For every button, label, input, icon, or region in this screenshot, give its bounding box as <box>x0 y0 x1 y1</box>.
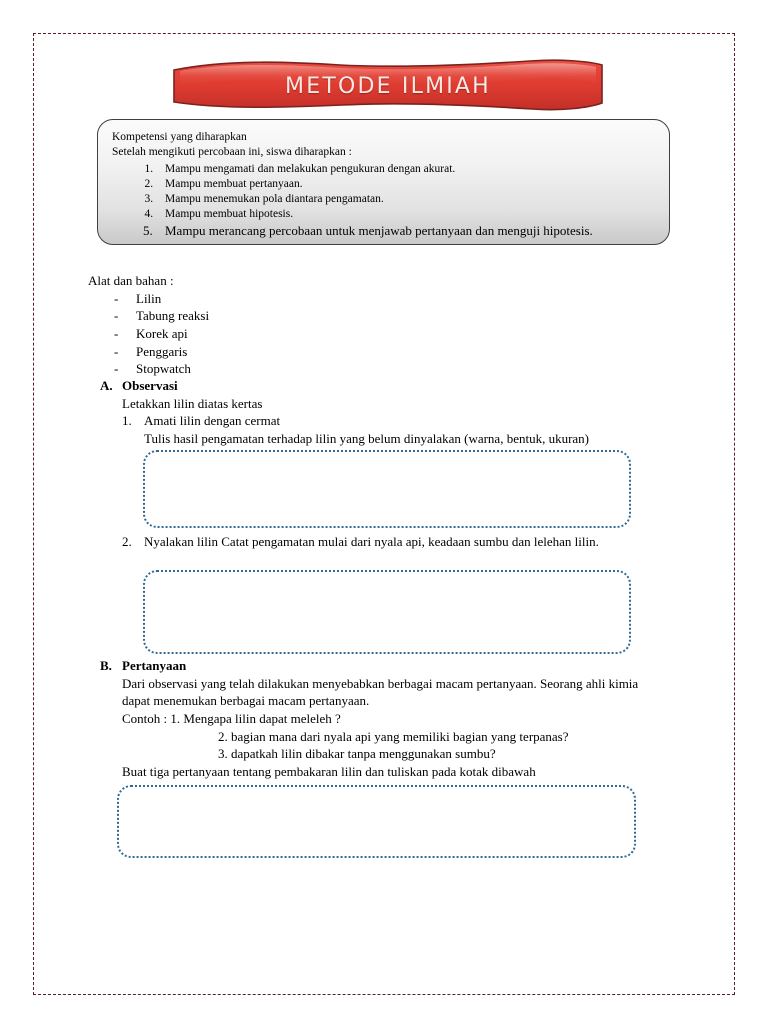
section-b-instruction: Buat tiga pertanyaan tentang pembakaran lilin dan tuliskan pada kotak dibawah <box>122 764 536 780</box>
section-a-title: Observasi <box>122 378 178 393</box>
answer-box-observasi-2[interactable] <box>143 570 631 654</box>
materials-item: - Tabung reaksi <box>88 307 488 325</box>
materials-item: - Korek api <box>88 325 488 343</box>
materials-item: - Penggaris <box>88 343 488 361</box>
section-b-example-2: 2. bagian mana dari nyala api yang memiliki bagian yang terpanas? <box>218 728 569 744</box>
section-observasi <box>100 377 660 448</box>
materials-item: - Stopwatch <box>88 360 488 378</box>
answer-box-observasi-1[interactable] <box>143 450 631 528</box>
observasi-step-1 <box>100 412 660 447</box>
section-b-example-label: Contoh : <box>122 711 168 727</box>
section-b-example-line-1 <box>100 710 665 728</box>
materials-section <box>88 272 488 378</box>
observasi-step-2 <box>100 533 660 551</box>
competency-item: 2. Mampu membuat pertanyaan. <box>156 177 655 192</box>
competency-item: 5. Mampu merancang percobaan untuk menjawab pertanyaan dan menguji hipotesis. <box>156 223 655 239</box>
observasi-step-2-block <box>100 533 660 551</box>
observasi-step-1-number: 1. <box>122 413 132 429</box>
observasi-step-2-detail: Catat pengamatan mulai dari nyala api, keadaan sumbu dan lelehan lilin. <box>221 534 599 549</box>
banner-ribbon-shape <box>170 56 606 114</box>
title-banner <box>170 56 606 114</box>
section-b-paragraph: Dari observasi yang telah dilakukan menyebabkan berbagai macam pertanyaan. Seorang ahli kimia dapat menemukan berbagai macam pertanyaan. <box>122 675 639 709</box>
competency-item: 1. Mampu mengamati dan melakukan pengukuran dengan akurat. <box>156 162 655 177</box>
section-pertanyaan <box>100 657 665 781</box>
observasi-step-1-title: Amati lilin dengan cermat <box>144 413 281 429</box>
competency-subheading: Setelah mengikuti percobaan ini, siswa diharapkan : <box>112 146 352 159</box>
competency-item: 4. Mampu membuat hipotesis. <box>156 207 655 222</box>
section-b-heading <box>100 657 665 675</box>
observasi-step-2-title: Nyalakan lilin <box>144 534 219 549</box>
section-b-letter: B. <box>100 658 112 673</box>
section-a-intro: Letakkan lilin diatas kertas <box>122 395 263 411</box>
materials-list <box>88 290 488 378</box>
competency-heading: Kompetensi yang diharapkan <box>112 131 247 143</box>
section-a-heading <box>100 377 660 395</box>
answer-box-pertanyaan[interactable] <box>117 785 636 858</box>
competency-list <box>112 162 655 239</box>
competency-item: 3. Mampu menemukan pola diantara pengamatan. <box>156 192 655 207</box>
materials-heading: Alat dan bahan : <box>88 273 174 288</box>
section-b-example-3: 3. dapatkah lilin dibakar tanpa menggunakan sumbu? <box>218 746 496 762</box>
section-b-title: Pertanyaan <box>122 658 187 673</box>
materials-item: - Lilin <box>88 290 488 308</box>
banner-title-text: METODE ILMIAH <box>285 73 491 99</box>
section-a-letter: A. <box>100 378 113 393</box>
competency-box <box>97 119 670 245</box>
observasi-step-1-detail: Tulis hasil pengamatan terhadap lilin yang belum dinyalakan (warna, bentuk, ukuran) <box>144 431 590 447</box>
observasi-step-2-number: 2. <box>122 534 132 549</box>
section-b-example-1: 1. Mengapa lilin dapat meleleh ? <box>170 711 341 727</box>
